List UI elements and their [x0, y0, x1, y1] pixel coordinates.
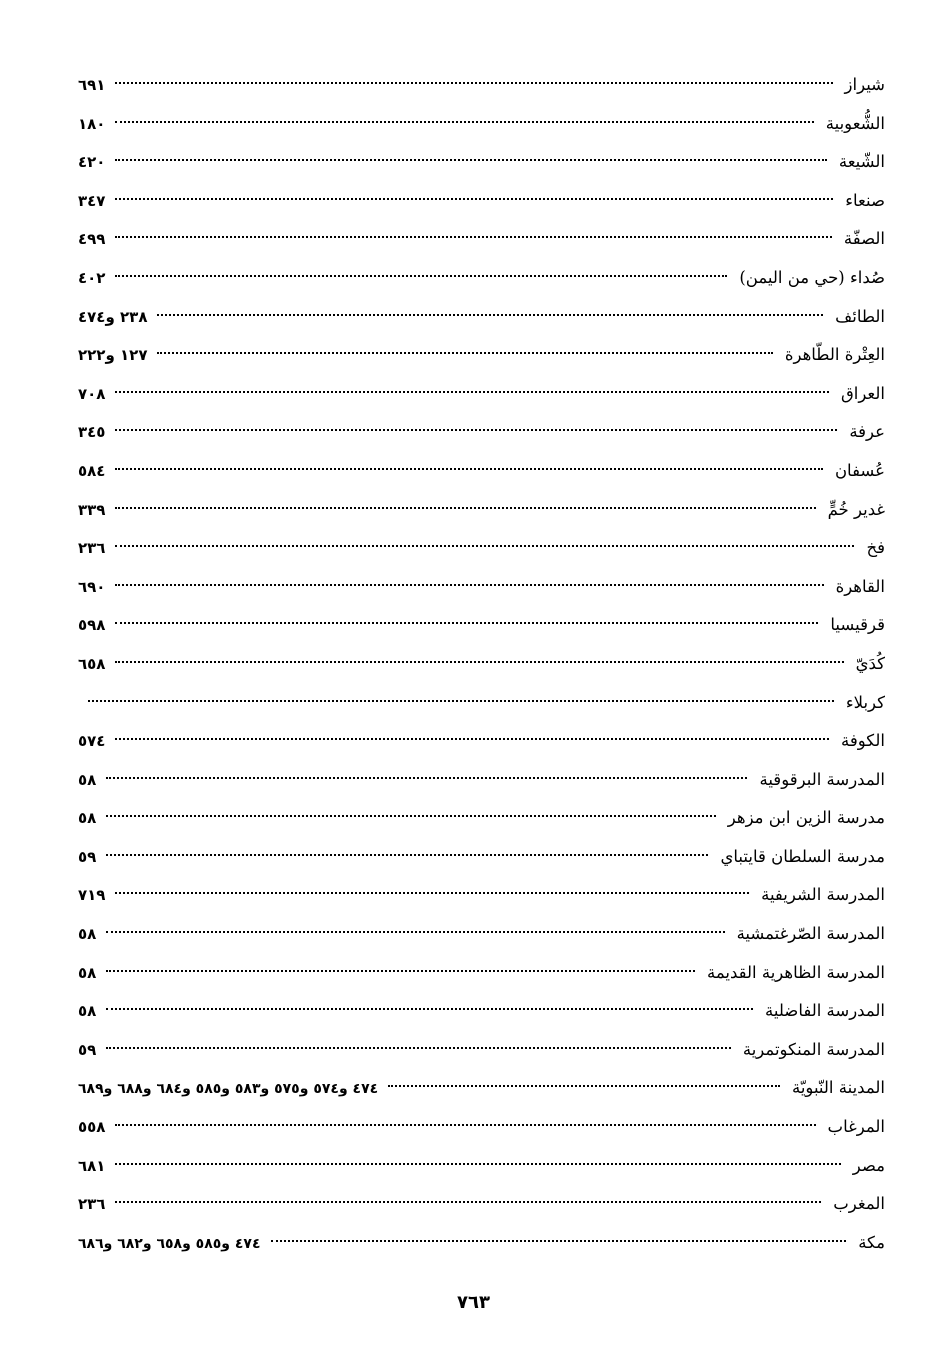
entry-name: المدرسة الشريفية — [761, 885, 885, 905]
entry-name: شيراز — [844, 75, 885, 94]
dot-leader — [115, 391, 828, 393]
dot-leader — [115, 236, 831, 238]
dot-leader — [157, 352, 772, 354]
index-entry — [78, 1031, 885, 1070]
entry-pages: ١٨٠ — [78, 114, 106, 133]
entry-pages: ٥٩٨ — [78, 616, 106, 635]
entry-name: المدرسة الظاهرية القديمة — [707, 962, 885, 982]
entry-pages: ٦٩١ — [78, 76, 106, 94]
index-entry — [78, 491, 885, 530]
index-entry — [78, 1185, 885, 1224]
dot-leader — [115, 159, 826, 161]
entry-pages: ٥٩ — [78, 1040, 97, 1059]
entry-pages: ٦٩٠ — [78, 577, 106, 596]
index-entry — [78, 761, 885, 800]
dot-leader — [115, 545, 854, 547]
entry-pages: ٥٨ — [78, 770, 97, 789]
dot-leader — [115, 121, 813, 123]
entry-name: الكوفة — [841, 731, 885, 751]
index-entry — [78, 375, 885, 414]
index-entry — [78, 799, 885, 838]
index-entry — [78, 220, 885, 259]
entry-name: كُدَيّ — [855, 653, 885, 673]
dot-leader — [271, 1240, 847, 1242]
dot-leader — [115, 82, 832, 84]
entry-name: الصفّة — [843, 229, 885, 249]
entry-pages: ٤٧٤ و٥٨٥ و٦٥٨ و٦٨٢ و٦٨٦ — [78, 1235, 261, 1252]
entry-pages: ٥٨ — [78, 963, 97, 982]
index-entry — [78, 259, 885, 298]
entry-name: العراق — [840, 383, 885, 403]
dot-leader — [115, 468, 822, 470]
entry-name: المدرسة البرقوقية — [759, 769, 885, 789]
entry-pages: ٤٠٢ — [78, 268, 106, 287]
entry-pages: ٣٤٧ — [78, 191, 106, 210]
dot-leader — [106, 1047, 731, 1049]
entry-pages: ٤٩٩ — [78, 230, 106, 249]
dot-leader — [106, 970, 695, 972]
entry-pages: ٧١٩ — [78, 886, 106, 905]
entry-name: غدير خُمٍّ — [827, 499, 885, 519]
entry-pages: ٥٩ — [78, 847, 97, 866]
entry-pages: ٤٧٤ و٥٧٤ و٥٧٥ و٥٨٣ و٥٨٥ و٦٨٤ و٦٨٨ و٦٨٩ — [78, 1081, 379, 1098]
entry-name: صُداء (حي من اليمن) — [739, 267, 885, 287]
dot-leader — [115, 661, 843, 663]
entry-name: فخ — [866, 538, 885, 558]
entry-name: المغرب — [833, 1194, 885, 1214]
index-entry — [78, 684, 885, 723]
entry-name: المرغاب — [827, 1117, 885, 1137]
index-entry — [78, 298, 885, 337]
dot-leader — [115, 198, 833, 200]
dot-leader — [115, 429, 837, 431]
entry-pages: ٥٨٤ — [78, 461, 106, 480]
entry-name: المدرسة المنكوتمرية — [742, 1039, 885, 1059]
entry-name: المدرسة الفاضلية — [765, 1001, 885, 1021]
dot-leader — [388, 1085, 780, 1087]
entry-pages: ٣٣٩ — [78, 500, 106, 519]
dot-leader — [106, 854, 708, 856]
dot-leader — [115, 1124, 815, 1126]
index-entry — [78, 66, 885, 105]
index-entry — [78, 143, 885, 182]
dot-leader — [115, 622, 818, 624]
index-entry — [78, 992, 885, 1031]
dot-leader — [115, 1201, 821, 1203]
dot-leader — [115, 275, 727, 277]
dot-leader — [115, 507, 815, 509]
entry-pages: ٥٥٨ — [78, 1118, 106, 1137]
index-entry — [78, 529, 885, 568]
entry-name: الشُّعوبية — [825, 113, 885, 133]
entry-pages: ٥٧٤ — [78, 732, 106, 751]
dot-leader — [115, 738, 829, 740]
entry-pages: ٥٨ — [78, 1002, 97, 1021]
entry-name: المدينة النّبويّة — [791, 1078, 885, 1098]
index-entry — [78, 336, 885, 375]
dot-leader — [115, 584, 823, 586]
index-entry — [78, 182, 885, 221]
index-entry — [78, 606, 885, 645]
entry-pages: ١٢٧ و٢٢٢ — [78, 346, 148, 365]
entry-name: صنعاء — [845, 190, 885, 210]
dot-leader — [106, 1008, 753, 1010]
entry-name: مصر — [852, 1155, 885, 1175]
entry-pages: ٥٨ — [78, 925, 97, 944]
index-entry — [78, 1224, 885, 1263]
index-entry — [78, 645, 885, 684]
place-index-list — [78, 66, 885, 1262]
index-entry — [78, 954, 885, 993]
entry-pages: ٦٥٨ — [78, 654, 106, 673]
entry-name: مكة — [858, 1232, 885, 1252]
index-entry — [78, 1147, 885, 1186]
entry-name: الشّيعة — [838, 152, 885, 172]
entry-name: مدرسة الزين ابن مزهر — [727, 808, 885, 828]
index-entry — [78, 838, 885, 877]
entry-pages: ٦٨١ — [78, 1156, 106, 1175]
entry-name: المدرسة الصّرغتمشية — [736, 924, 885, 944]
entry-pages: ٤٢٠ — [78, 153, 106, 172]
entry-pages: ٥٨ — [78, 809, 97, 828]
dot-leader — [106, 815, 715, 817]
dot-leader — [157, 314, 823, 316]
entry-name: كربلاء — [845, 692, 885, 712]
index-entry — [78, 568, 885, 607]
entry-pages: ٢٣٨ و٤٧٤ — [78, 307, 148, 326]
dot-leader — [88, 700, 834, 702]
index-entry — [78, 915, 885, 954]
page-number: ٧٦٣ — [457, 1292, 490, 1313]
index-entry — [78, 876, 885, 915]
entry-pages: ٢٣٦ — [78, 539, 106, 558]
entry-name: عُسفان — [834, 460, 885, 480]
entry-name: مدرسة السلطان قايتباي — [720, 846, 885, 866]
dot-leader — [106, 931, 724, 933]
index-entry — [78, 722, 885, 761]
entry-pages: ٢٣٦ — [78, 1195, 106, 1214]
dot-leader — [106, 777, 747, 779]
dot-leader — [115, 1163, 840, 1165]
entry-name: الطائف — [835, 306, 885, 326]
entry-name: العِتْرة الطّاهرة — [784, 345, 885, 365]
index-entry — [78, 1069, 885, 1108]
index-entry — [78, 1108, 885, 1147]
entry-name: قرقيسيا — [830, 615, 885, 635]
index-entry — [78, 413, 885, 452]
index-entry — [78, 452, 885, 491]
entry-name: عرفة — [849, 422, 885, 442]
entry-pages: ٣٤٥ — [78, 423, 106, 442]
entry-name: القاهرة — [835, 576, 885, 596]
dot-leader — [115, 892, 749, 894]
entry-pages: ٧٠٨ — [78, 384, 106, 403]
index-entry — [78, 105, 885, 144]
